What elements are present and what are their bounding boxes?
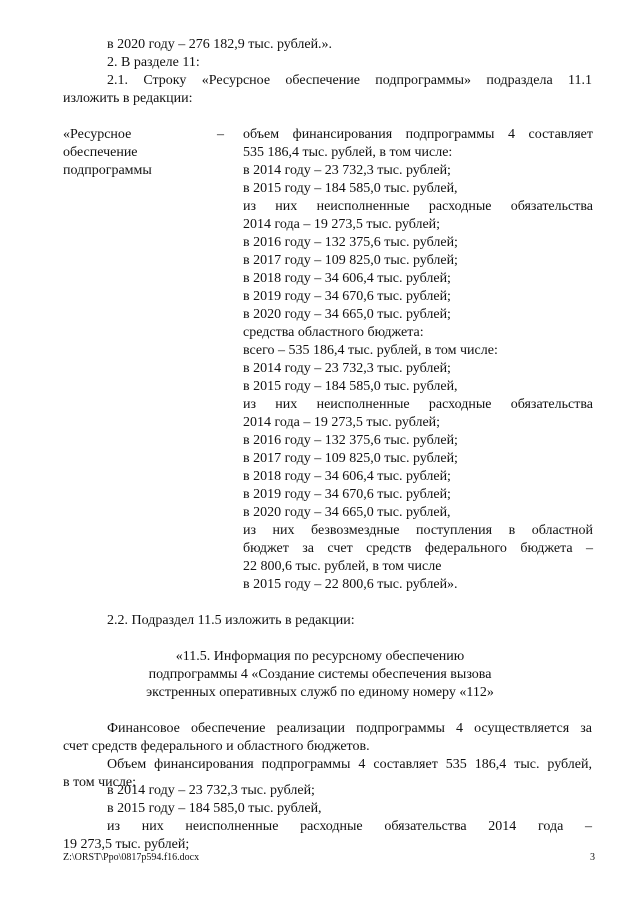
table-content-line: в 2020 году – 34 665,0 тыс. рублей, bbox=[243, 505, 451, 520]
table-content-line: из них неисполненные расходные обязательства bbox=[243, 199, 593, 214]
table-content-line: в 2019 году – 34 670,6 тыс. рублей; bbox=[243, 289, 451, 304]
table-content-line: в 2017 году – 109 825,0 тыс. рублей; bbox=[243, 451, 458, 466]
table-content-line: в 2019 году – 34 670,6 тыс. рублей; bbox=[243, 487, 451, 502]
table-content-line: в 2015 году – 184 585,0 тыс. рублей, bbox=[243, 379, 458, 394]
table-content-line: в 2020 году – 34 665,0 тыс. рублей; bbox=[243, 307, 451, 322]
table-content-line: объем финансирования подпрограммы 4 составляет bbox=[243, 127, 593, 142]
subsection-title-line: экстренных оперативных служб по единому номеру «112» bbox=[146, 685, 494, 700]
table-label-line: обеспечение bbox=[63, 145, 138, 160]
paragraph-line: в 2014 году – 23 732,3 тыс. рублей; bbox=[107, 783, 315, 798]
subsection-title-line: «11.5. Информация по ресурсному обеспечению bbox=[175, 649, 465, 664]
footer-page-number: 3 bbox=[590, 852, 595, 863]
table-content-line: 2014 года – 19 273,5 тыс. рублей; bbox=[243, 415, 441, 430]
paragraph-line: Финансовое обеспечение реализации подпрограммы 4 осуществляется за bbox=[107, 721, 592, 736]
paragraph-line: в том числе: bbox=[63, 775, 136, 790]
paragraph-line: из них неисполненные расходные обязательства 2014 года – bbox=[107, 819, 592, 834]
paragraph-line: Объем финансирования подпрограммы 4 составляет 535 186,4 тыс. рублей, bbox=[107, 757, 592, 772]
table-content-line: в 2014 году – 23 732,3 тыс. рублей; bbox=[243, 361, 451, 376]
text-line: изложить в редакции: bbox=[63, 91, 193, 106]
text-line: 2. В разделе 11: bbox=[107, 55, 200, 70]
paragraph-line: 19 273,5 тыс. рублей; bbox=[63, 837, 190, 852]
table-dash: – bbox=[217, 127, 224, 142]
table-content-line: в 2014 году – 23 732,3 тыс. рублей; bbox=[243, 163, 451, 178]
text-line: в 2020 году – 276 182,9 тыс. рублей.». bbox=[107, 37, 333, 52]
section-heading: 2.2. Подраздел 11.5 изложить в редакции: bbox=[107, 613, 355, 628]
table-content-line: в 2018 году – 34 606,4 тыс. рублей; bbox=[243, 469, 451, 484]
table-label-line: подпрограммы bbox=[63, 163, 152, 178]
table-content-line: 2014 года – 19 273,5 тыс. рублей; bbox=[243, 217, 441, 232]
table-label-line: «Ресурсное bbox=[63, 127, 132, 142]
table-content-line: средства областного бюджета: bbox=[243, 325, 424, 340]
text-line: 2.1. Строку «Ресурсное обеспечение подпрограммы» подраздела 11.1 bbox=[107, 73, 592, 88]
footer-file-path: Z:\ORST\Ppo\0817p594.f16.docx bbox=[63, 852, 200, 863]
table-content-line: в 2015 году – 22 800,6 тыс. рублей». bbox=[243, 577, 458, 592]
table-content-line: из них безвозмездные поступления в областной bbox=[243, 523, 593, 538]
table-content-line: из них неисполненные расходные обязательства bbox=[243, 397, 593, 412]
table-content-line: в 2016 году – 132 375,6 тыс. рублей; bbox=[243, 235, 458, 250]
table-content-line: в 2017 году – 109 825,0 тыс. рублей; bbox=[243, 253, 458, 268]
table-content-line: бюджет за счет средств федерального бюджета – bbox=[243, 541, 593, 556]
table-content-line: всего – 535 186,4 тыс. рублей, в том числе: bbox=[243, 343, 498, 358]
table-content-line: в 2015 году – 184 585,0 тыс. рублей, bbox=[243, 181, 458, 196]
subsection-title-line: подпрограммы 4 «Создание системы обеспечения вызова bbox=[148, 667, 492, 682]
paragraph-line: в 2015 году – 184 585,0 тыс. рублей, bbox=[107, 801, 322, 816]
paragraph-line: счет средств федерального и областного бюджетов. bbox=[63, 739, 370, 754]
table-content-line: в 2018 году – 34 606,4 тыс. рублей; bbox=[243, 271, 451, 286]
table-content-line: в 2016 году – 132 375,6 тыс. рублей; bbox=[243, 433, 458, 448]
table-content-line: 22 800,6 тыс. рублей, в том числе bbox=[243, 559, 442, 574]
table-content-line: 535 186,4 тыс. рублей, в том числе: bbox=[243, 145, 453, 160]
